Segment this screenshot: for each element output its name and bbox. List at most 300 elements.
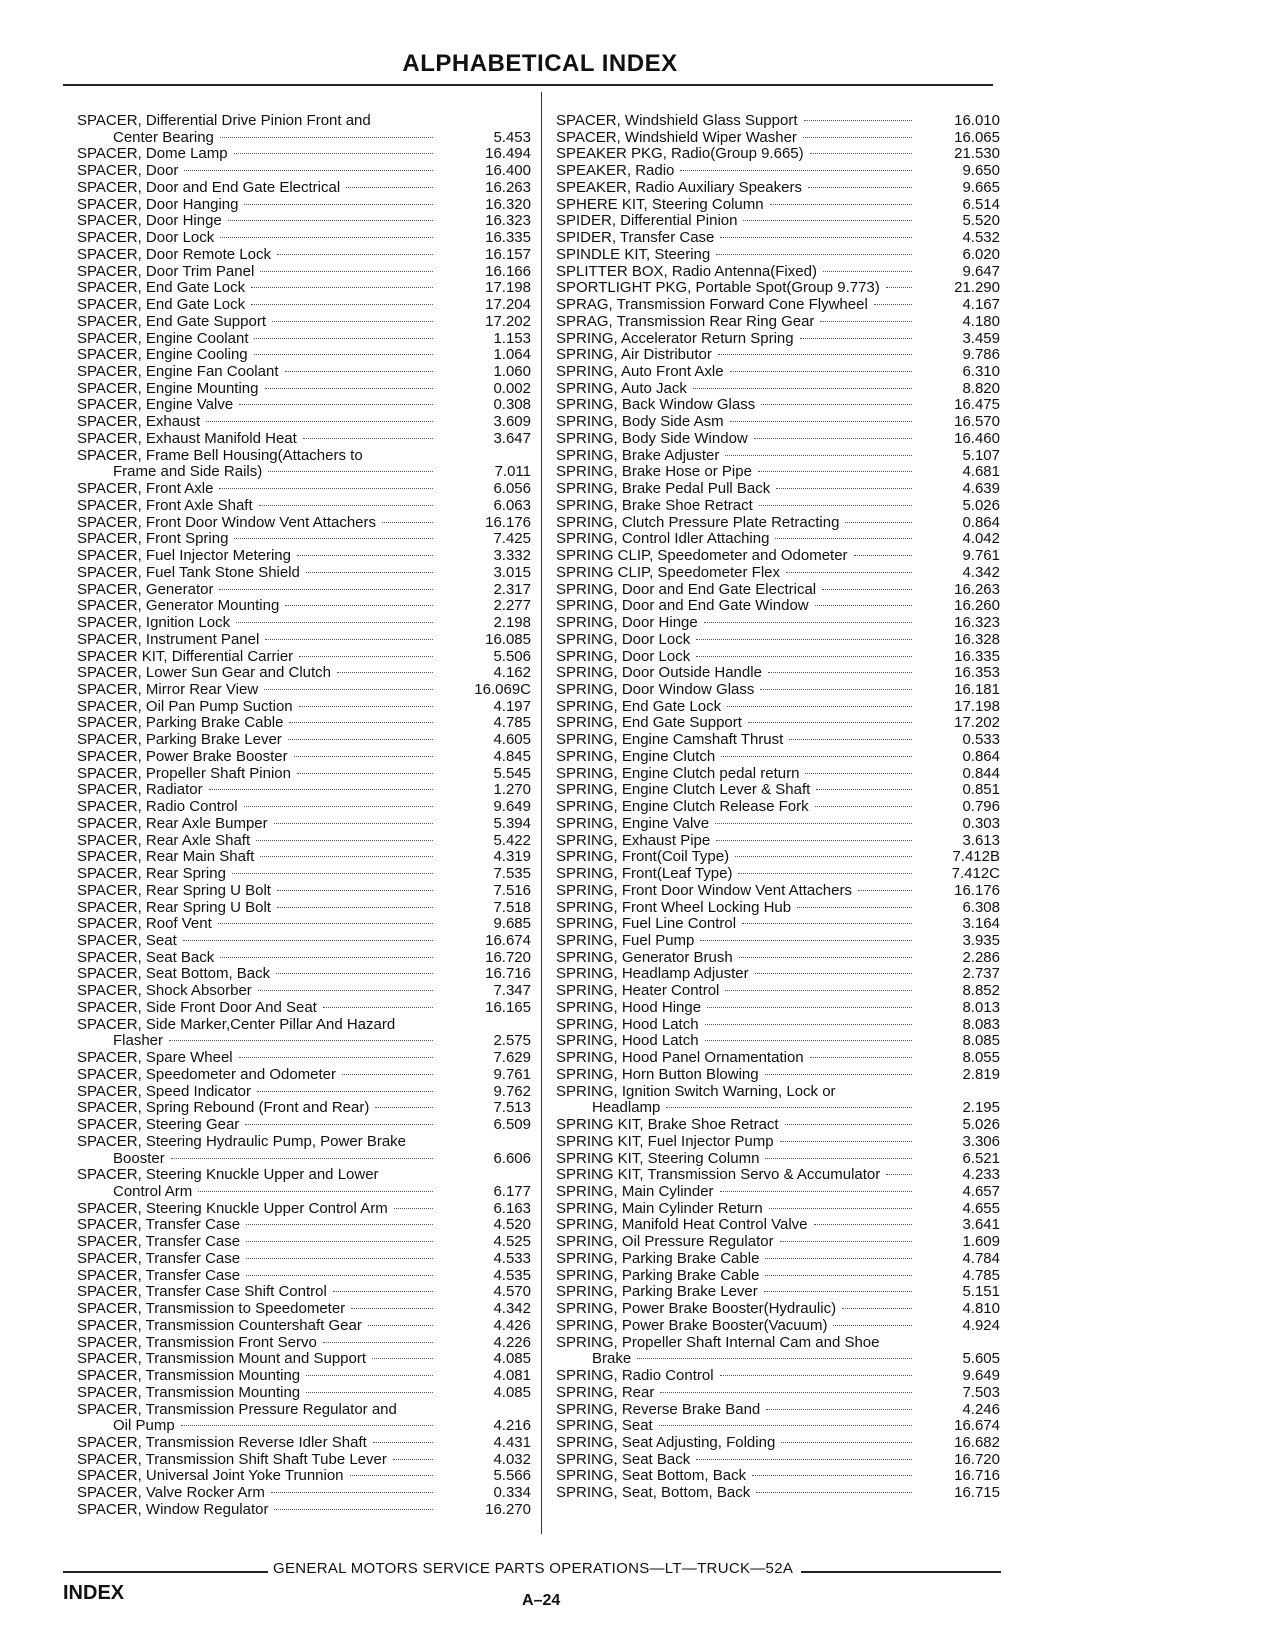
index-entry [77, 547, 531, 565]
index-entry [77, 948, 531, 967]
index-entry [77, 1367, 531, 1385]
dot-leader [346, 186, 433, 188]
index-entry-label-wrap [556, 782, 912, 799]
index-entry-label: SPACER, Door Hanging [77, 195, 239, 213]
index-entry-label-wrap [556, 414, 912, 431]
index-entry-page-ref: 3.332 [493, 547, 531, 565]
index-entry-label: SPEAKER, Radio [556, 162, 675, 180]
index-entry-label-wrap [556, 1151, 912, 1168]
index-entry-label: SPHERE KIT, Steering Column [556, 195, 764, 213]
dot-leader [637, 1357, 912, 1359]
index-entry-page-ref: 4.233 [962, 1166, 1000, 1184]
dot-leader [277, 253, 433, 255]
page-title: ALPHABETICAL INDEX [402, 50, 678, 77]
index-entry-label-wrap [556, 180, 912, 197]
index-entry [556, 833, 1006, 850]
dot-leader [769, 1207, 912, 1209]
index-entry-page-ref: 9.761 [493, 1065, 531, 1083]
dot-leader [720, 1374, 912, 1376]
index-entry-label: SPACER, Door Hinge [77, 212, 222, 230]
index-entry-label-wrap [556, 247, 912, 264]
index-entry-page-ref: 16.682 [954, 1434, 1000, 1452]
dot-leader [251, 286, 433, 288]
dot-leader [277, 889, 433, 891]
dot-leader [738, 872, 912, 874]
index-entry [77, 1283, 531, 1301]
index-entry-label: SPRING, Engine Valve [556, 814, 710, 832]
index-entry-label-wrap [556, 1017, 912, 1034]
index-entry-label: SPACER, Exhaust [77, 413, 201, 431]
index-column-right [556, 113, 1006, 1502]
index-entry-label: SPRING, Door Hinge [556, 614, 698, 632]
index-entry [77, 145, 531, 163]
dot-leader [696, 638, 912, 640]
dot-leader [289, 721, 433, 723]
index-entry-label-wrap [77, 197, 433, 214]
index-entry-page-ref: 5.422 [493, 831, 531, 849]
index-entry [77, 1082, 531, 1101]
dot-leader [666, 1106, 912, 1108]
index-entry-label-wrap [556, 464, 912, 481]
index-entry-label-wrap [77, 649, 433, 666]
dot-leader [244, 805, 433, 807]
dot-leader [368, 1324, 433, 1326]
index-entry [556, 381, 1006, 398]
dot-leader [704, 621, 912, 623]
index-entry-page-ref: 4.785 [962, 1266, 1000, 1284]
index-entry-label: SPRING, Front(Leaf Type) [556, 865, 733, 883]
index-entry-page-ref: 1.270 [493, 781, 531, 799]
index-entry-label: SPACER, Roof Vent [77, 915, 212, 933]
index-entry-label: SPRING KIT, Brake Shoe Retract [556, 1116, 779, 1134]
index-entry [77, 363, 531, 381]
index-entry-label: SPLITTER BOX, Radio Antenna(Fixed) [556, 262, 817, 280]
index-entry-label-wrap [77, 1201, 433, 1218]
index-entry-label: SPRAG, Transmission Rear Ring Gear [556, 312, 815, 330]
index-entry-page-ref: 4.532 [962, 229, 1000, 247]
index-entry [556, 448, 1006, 465]
index-entry-label: SPACER, Rear Axle Shaft [77, 831, 251, 849]
dot-leader [886, 1173, 912, 1175]
index-entry-page-ref: 16.069C [474, 680, 531, 698]
index-entry-label: SPEAKER, Radio Auxiliary Speakers [556, 178, 802, 196]
index-entry [77, 480, 531, 498]
index-entry-label-wrap [592, 1100, 912, 1117]
index-entry-page-ref: 16.263 [485, 178, 531, 196]
index-entry-label: SPACER, Door [77, 162, 179, 180]
index-entry-page-ref: 16.674 [485, 931, 531, 949]
index-entry-page-ref: 0.864 [962, 513, 1000, 531]
index-entry-label-wrap [77, 247, 433, 264]
index-entry-label: SPRING, Horn Button Blowing [556, 1065, 759, 1083]
index-entry [77, 630, 531, 649]
index-entry-page-ref: 7.412C [951, 865, 1000, 883]
dot-leader [251, 303, 433, 305]
index-entry-label: SPRING, Brake Hose or Pipe [556, 463, 752, 481]
index-entry [77, 1484, 531, 1502]
dot-leader [274, 1508, 433, 1510]
index-entry [77, 831, 531, 850]
dot-leader [764, 1290, 912, 1292]
dot-leader [351, 1307, 433, 1309]
dot-leader [759, 504, 912, 506]
dot-leader [244, 203, 433, 205]
index-entry-page-ref: 4.681 [962, 463, 1000, 481]
index-entry-label: SPRING, Control Idler Attaching [556, 530, 770, 548]
index-entry-page-ref: 2.286 [962, 948, 1000, 966]
index-entry-label: SPACER, Shock Absorber [77, 982, 252, 1000]
index-entry [556, 1184, 1006, 1201]
index-entry-page-ref: 16.270 [485, 1500, 531, 1518]
index-entry [556, 983, 1006, 1000]
index-entry-label: SPACER, Speedometer and Odometer [77, 1065, 337, 1083]
index-entry-label: SPRING, Exhaust Pipe [556, 831, 711, 849]
index-entry-page-ref: 4.342 [493, 1300, 531, 1318]
index-entry-label: SPACER, End Gate Lock [77, 296, 246, 314]
index-entry [77, 881, 531, 900]
index-entry [556, 1084, 1006, 1101]
index-entry-label: SPRING, Body Side Asm [556, 413, 724, 431]
index-entry-label: SPACER, Side Marker,Center Pillar And Hazard [77, 1015, 396, 1033]
dot-leader [823, 270, 912, 272]
index-entry [77, 982, 531, 1000]
dot-leader [337, 671, 433, 673]
index-entry [556, 264, 1006, 281]
index-entry [556, 1234, 1006, 1251]
index-entry-label: SPACER, Exhaust Manifold Heat [77, 429, 297, 447]
dot-leader [257, 1090, 433, 1092]
index-entry [77, 1167, 527, 1184]
index-entry-label-wrap [556, 1335, 912, 1352]
index-entry-label: SPRING, Accelerator Return Spring [556, 329, 794, 347]
index-entry-label: SPRING, Hood Panel Ornamentation [556, 1049, 804, 1067]
dot-leader [730, 420, 912, 422]
index-entry-label: SPRING, Hood Latch [556, 1032, 699, 1050]
index-entry-label-wrap [556, 598, 912, 615]
index-entry-label: SPACER, Mirror Rear View [77, 680, 259, 698]
index-entry-label: SPACER, Steering Knuckle Upper Control Arm [77, 1199, 388, 1217]
index-entry-label-wrap [77, 1017, 433, 1034]
index-entry [556, 749, 1006, 766]
index-entry-label: SPACER, Rear Spring U Bolt [77, 898, 271, 916]
dot-leader [786, 571, 912, 573]
dot-leader [198, 1190, 433, 1192]
index-entry-label: SPRAG, Transmission Forward Cone Flywheel [556, 296, 868, 314]
index-entry-label: SPACER, Transmission Pressure Regulator and [77, 1400, 397, 1418]
index-entry-label-wrap [556, 883, 912, 900]
dot-leader [258, 989, 433, 991]
footer-publisher-text: GENERAL MOTORS SERVICE PARTS OPERATIONS—LT—TRUCK—52A [273, 1560, 794, 1577]
index-entry [556, 849, 1006, 866]
index-entry-label-wrap [77, 682, 433, 699]
index-entry-label-wrap [77, 615, 433, 632]
index-entry-label: SPRING, Parking Brake Lever [556, 1283, 758, 1301]
dot-leader [781, 1441, 912, 1443]
index-entry-page-ref: 6.056 [493, 480, 531, 498]
index-entry-page-ref: 16.323 [485, 212, 531, 230]
index-entry-page-ref: 4.167 [962, 296, 1000, 314]
dot-leader [299, 705, 433, 707]
index-entry [556, 464, 1006, 481]
index-entry [556, 900, 1006, 917]
index-entry-label: SPACER, Windshield Glass Support [556, 112, 798, 129]
index-entry [556, 782, 1006, 799]
index-entry-label-wrap [77, 1134, 433, 1151]
index-entry [556, 966, 1006, 983]
index-entry-page-ref: 4.042 [962, 530, 1000, 548]
index-entry-label: SPACER, Oil Pan Pump Suction [77, 697, 293, 715]
index-entry-page-ref: 4.180 [962, 312, 1000, 330]
index-entry-page-ref: 6.514 [962, 195, 1000, 213]
index-entry-page-ref: 16.065 [954, 128, 1000, 146]
dot-leader [245, 1123, 433, 1125]
index-entry [556, 816, 1006, 833]
index-entry [77, 463, 531, 481]
index-entry-label: SPRING, Propeller Shaft Internal Cam and Shoe [556, 1333, 880, 1351]
dot-leader [246, 1257, 433, 1259]
index-entry-label-wrap [113, 464, 433, 481]
index-entry-page-ref: 16.716 [485, 965, 531, 983]
index-entry-label: SPACER, Transmission Reverse Idler Shaft [77, 1434, 367, 1452]
dot-leader [758, 470, 912, 472]
index-entry [77, 697, 531, 716]
index-entry-label: SPACER, Power Brake Booster [77, 747, 288, 765]
column-divider [541, 92, 542, 1534]
index-entry-page-ref: 4.533 [493, 1249, 531, 1267]
index-entry-label-wrap [77, 1167, 433, 1184]
index-entry-label: SPRING, Heater Control [556, 982, 720, 1000]
index-entry-page-ref: 5.566 [493, 1467, 531, 1485]
index-entry-label: SPACER, Parking Brake Cable [77, 714, 284, 732]
index-entry-label-wrap [77, 397, 433, 414]
index-entry [77, 1099, 531, 1117]
index-entry-page-ref: 4.639 [962, 480, 1000, 498]
index-entry [77, 1300, 531, 1318]
index-entry-label-wrap [556, 163, 912, 180]
index-entry-label-wrap [556, 766, 912, 783]
index-entry-label-wrap [556, 1468, 912, 1485]
index-entry [77, 1333, 531, 1352]
index-entry-page-ref: 7.516 [493, 881, 531, 899]
index-entry-page-ref: 8.013 [962, 998, 1000, 1016]
dot-leader [254, 337, 433, 339]
index-entry-page-ref: 4.525 [493, 1233, 531, 1251]
index-entry [77, 814, 531, 833]
index-entry-label-wrap [556, 548, 912, 565]
index-entry-label: SPRING, Seat Adjusting, Folding [556, 1434, 776, 1452]
index-entry-label-wrap [77, 565, 433, 582]
index-entry [556, 1100, 1006, 1117]
index-entry [556, 1318, 1006, 1335]
dot-leader [816, 788, 912, 790]
index-entry-page-ref: 9.649 [493, 798, 531, 816]
index-entry-label-wrap [556, 916, 912, 933]
dot-leader [393, 1458, 433, 1460]
dot-leader [803, 136, 912, 138]
index-entry-label: SPACER, Seat Bottom, Back [77, 965, 271, 983]
index-entry [556, 531, 1006, 548]
dot-leader [306, 1374, 433, 1376]
index-entry-page-ref: 3.647 [493, 429, 531, 447]
index-entry-label: SPACER, End Gate Support [77, 312, 266, 330]
index-entry-label: SPRING, Back Window Glass [556, 396, 756, 414]
index-entry-page-ref: 4.319 [493, 848, 531, 866]
dot-leader [265, 387, 434, 389]
index-entry-label-wrap [556, 397, 912, 414]
index-entry-label-wrap [556, 615, 912, 632]
dot-leader [246, 1223, 433, 1225]
index-entry [77, 1500, 531, 1519]
index-entry-page-ref: 9.762 [493, 1082, 531, 1100]
dot-leader [815, 805, 912, 807]
dot-leader [274, 822, 433, 824]
index-entry [556, 799, 1006, 816]
dot-leader [739, 956, 912, 958]
index-entry-page-ref: 1.060 [493, 363, 531, 381]
index-entry [556, 1251, 1006, 1268]
index-entry-label-wrap [556, 264, 912, 281]
index-entry-label-wrap [556, 1418, 912, 1435]
index-entry [556, 364, 1006, 381]
index-entry-label-wrap [556, 1217, 912, 1234]
index-entry-page-ref: 2.277 [493, 597, 531, 615]
index-entry-label-wrap [556, 347, 912, 364]
dot-leader [234, 152, 433, 154]
index-entry-label: SPRING, Body Side Window [556, 429, 748, 447]
dot-leader [209, 788, 433, 790]
index-entry-label-wrap [556, 448, 912, 465]
dot-leader [800, 337, 912, 339]
index-entry-label: SPRING, Front Door Window Vent Attachers [556, 881, 852, 899]
dot-leader [297, 554, 433, 556]
dot-leader [718, 353, 912, 355]
index-entry-page-ref: 6.310 [962, 363, 1000, 381]
index-entry-page-ref: 16.085 [485, 630, 531, 648]
index-entry [556, 130, 1006, 147]
index-entry [77, 1116, 531, 1134]
index-entry [556, 916, 1006, 933]
index-entry-label: SPACER, Transmission Mount and Support [77, 1350, 367, 1368]
index-entry-label-wrap [77, 414, 433, 431]
dot-leader [184, 169, 433, 171]
index-entry [556, 1468, 1006, 1485]
index-entry-label-wrap [77, 230, 433, 247]
dot-leader [720, 1190, 912, 1192]
index-entry-label-wrap [77, 1000, 433, 1017]
index-entry-label-wrap [77, 983, 433, 1000]
index-entry-label-wrap [556, 833, 912, 850]
index-entry [556, 515, 1006, 532]
index-entry-page-ref: 1.153 [493, 329, 531, 347]
index-entry [556, 582, 1006, 599]
index-entry-label-wrap [77, 1368, 433, 1385]
index-entry-page-ref: 16.570 [954, 413, 1000, 431]
index-entry-label-wrap [556, 582, 912, 599]
index-entry-label-wrap [77, 766, 433, 783]
index-entry-label-wrap [556, 230, 912, 247]
index-entry-label: SPACER, Ignition Lock [77, 614, 231, 632]
index-entry-page-ref: 16.460 [954, 429, 1000, 447]
index-entry [556, 715, 1006, 732]
index-entry-label: Brake [592, 1350, 632, 1368]
index-entry-page-ref: 9.665 [962, 178, 1000, 196]
index-entry-page-ref: 4.085 [493, 1350, 531, 1368]
index-entry-label: SPRING KIT, Fuel Injector Pump [556, 1132, 774, 1150]
index-entry [77, 1350, 531, 1368]
index-entry-page-ref: 5.107 [962, 446, 1000, 464]
index-entry-page-ref: 4.342 [962, 563, 1000, 581]
index-entry-page-ref: 17.202 [485, 312, 531, 330]
index-entry [77, 965, 531, 983]
index-entry-label: SPEAKER PKG, Radio(Group 9.665) [556, 145, 804, 163]
index-entry-label-wrap [77, 598, 433, 615]
index-entry-label-wrap [77, 1117, 433, 1134]
index-entry-page-ref: 17.198 [954, 697, 1000, 715]
index-entry-label: SPRING, Main Cylinder [556, 1183, 714, 1200]
index-entry-label-wrap [77, 833, 433, 850]
index-entry-label-wrap [77, 331, 433, 348]
index-entry-page-ref: 8.852 [962, 982, 1000, 1000]
index-entry-label-wrap [556, 364, 912, 381]
index-entry-page-ref: 5.520 [962, 212, 1000, 230]
index-entry-label: SPACER, Fuel Tank Stone Shield [77, 563, 300, 581]
index-entry-page-ref: 8.820 [962, 379, 1000, 397]
index-entry-label: SPRING, Engine Camshaft Thrust [556, 731, 784, 749]
index-entry [77, 1316, 531, 1335]
dot-leader [350, 1474, 433, 1476]
dot-leader [246, 1240, 433, 1242]
index-entry-label: SPACER, Transfer Case [77, 1249, 241, 1267]
index-entry-page-ref: 16.720 [954, 1450, 1000, 1468]
index-entry-label: SPRING, Seat, Bottom, Back [556, 1484, 751, 1502]
index-entry [556, 280, 1006, 297]
index-entry [556, 247, 1006, 264]
index-entry-label: SPRING, Manifold Heat Control Valve [556, 1216, 808, 1234]
dot-leader [659, 1424, 912, 1426]
index-entry [556, 414, 1006, 431]
index-entry-page-ref: 3.306 [962, 1132, 1000, 1150]
dot-leader [721, 755, 912, 757]
index-entry-label: SPRING, Brake Shoe Retract [556, 496, 753, 514]
index-entry [556, 213, 1006, 230]
index-entry-label-wrap [556, 816, 912, 833]
dot-leader [789, 738, 912, 740]
index-entry [556, 1134, 1006, 1151]
index-entry-page-ref: 16.176 [485, 513, 531, 531]
index-entry-label-wrap [77, 431, 433, 448]
index-entry-label-wrap [77, 782, 433, 799]
dot-leader [776, 487, 912, 489]
index-entry-label-wrap [77, 1251, 433, 1268]
index-entry-page-ref: 4.810 [962, 1300, 1000, 1318]
index-entry-label-wrap [77, 1318, 433, 1335]
index-entry-label: SPACER, Generator [77, 580, 214, 598]
index-entry-label: SPRING, Generator Brush [556, 948, 733, 966]
index-entry-page-ref: 16.260 [954, 597, 1000, 615]
dot-leader [236, 621, 433, 623]
title-divider [63, 84, 993, 86]
dot-leader [181, 1424, 433, 1426]
index-entry-page-ref: 7.347 [493, 982, 531, 1000]
index-entry [556, 598, 1006, 615]
index-entry-page-ref: 9.761 [962, 547, 1000, 565]
index-entry-page-ref: 16.720 [485, 948, 531, 966]
index-entry-label-wrap [556, 682, 912, 699]
index-entry-label: SPACER, Radio Control [77, 798, 238, 816]
index-entry-label-wrap [556, 498, 912, 515]
index-entry-page-ref: 4.570 [493, 1283, 531, 1301]
index-entry-label-wrap [556, 1201, 912, 1218]
